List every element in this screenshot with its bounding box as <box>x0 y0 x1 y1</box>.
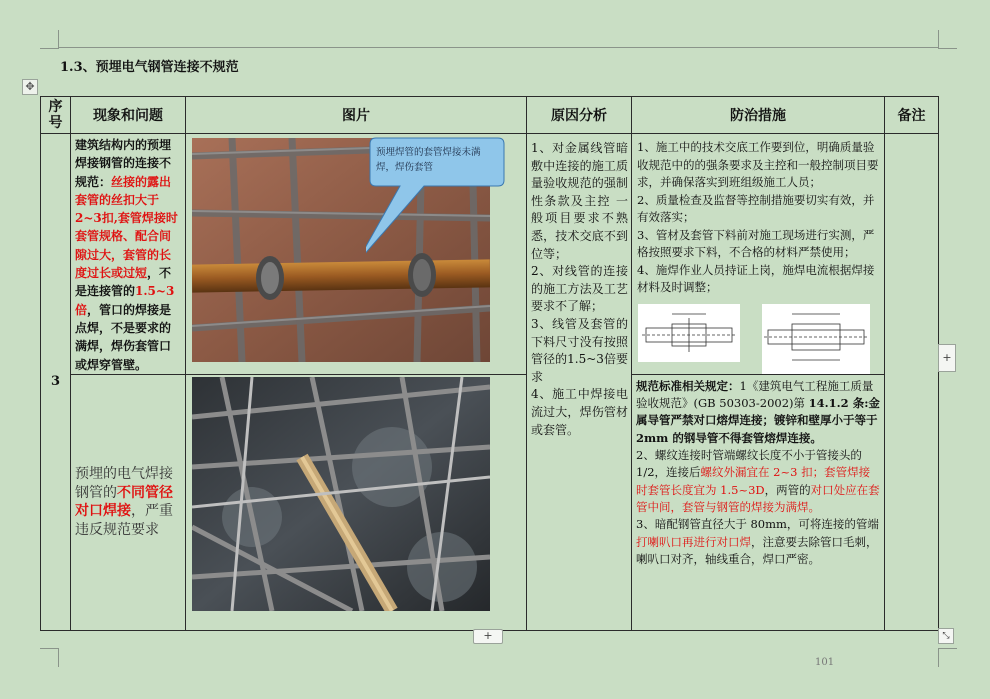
page-number: 101 <box>815 657 835 668</box>
photo-cell-2 <box>186 374 527 630</box>
add-row-button[interactable]: + <box>473 629 503 644</box>
page-corner-mark <box>40 30 59 49</box>
photo-cell-1 <box>186 134 527 375</box>
page-corner-mark <box>40 648 59 667</box>
phenomenon-cell-2: 预埋的电气焊接钢管的不同管径对口焊接，严重违反规范要求 <box>71 374 186 630</box>
pipe-butt-weld-photo <box>192 377 490 611</box>
table-row <box>41 374 939 630</box>
page-corner-mark <box>938 648 957 667</box>
page-corner-mark <box>938 30 957 49</box>
prevention-text-1: 1、施工中的技术交底工作要到位，明确质量验收规范中的的强条要求及主控和一般控制项目要求，并确保落实到班组级施工人员； 2、质量检查及监督等控制措施要切实有效，并有效落实； 3、管材及套管下料前对施工现场进行实测，严格按照要求下料，不合格的材料严禁使用； 4、施焊作业人员持证上岗，施焊电流根据焊接材料及时调整； <box>637 140 879 294</box>
callout-text: 预埋焊管的套管焊接未满焊，焊伤套管 <box>376 147 481 173</box>
table-resize-handle-icon[interactable]: ⤡ <box>938 628 954 644</box>
row-number: 3 <box>41 134 71 631</box>
header-remark: 备注 <box>885 97 939 134</box>
remark-cell <box>885 134 939 631</box>
header-rule <box>58 47 938 48</box>
header-prevention: 防治措施 <box>632 97 885 134</box>
cause-cell: 1、对金属线管暗敷中连接的施工质量验收规范的强制性条款及主控 一般项目要求不熟悉，技术交底不到位等； 2、对线管的连接的施工方法及工艺要求不了解； 3、线管及套管的下料尺寸没有按照管径的1.5~3倍要求 4、施工中焊接电流过大，焊伤管材或套管。 <box>527 134 632 631</box>
table-header-row <box>41 97 939 134</box>
prevention-cell-1 <box>632 134 885 375</box>
add-column-button[interactable]: + <box>938 344 956 372</box>
section-title: 1.3、预埋电气钢管连接不规范 <box>60 60 239 75</box>
header-phenomenon: 现象和问题 <box>71 97 186 134</box>
header-no: 序号 <box>41 97 71 134</box>
issue-table <box>40 96 939 631</box>
table-row <box>41 134 939 375</box>
header-cause: 原因分析 <box>527 97 632 134</box>
header-picture: 图片 <box>186 97 527 134</box>
prevention-cell-2: 规范标准相关规定：1《建筑电气工程施工质量验收规范》(GB 50303-2002)第 14.1.2 条:金属导管严禁对口熔焊连接；镀锌和壁厚小于等于 2mm 的钢导管不得套管熔焊连接。 2、螺纹连接时管端螺纹长度不小于管接头的 1/2，连接后螺纹外漏宜在 2~3 扣；套管焊接时套管长度宜为 1.5~3D，两管的对口处应在套管中间，套管与钢管的焊接为满焊。 3、暗配钢管直径大于 80mm，可将连接的管端打喇叭口再进行对口焊，注意要去除管口毛刺，喇叭口对齐，轴线重合，焊口严密。 <box>632 374 885 630</box>
pipe-joint-diagram-1 <box>638 304 740 362</box>
table-move-handle-icon[interactable]: ✥ <box>22 79 38 95</box>
phenomenon-cell-1: 建筑结构内的预埋焊接钢管的连接不规范：丝接的露出套管的丝扣大于2~3扣,套管焊接时套管规格、配合间隙过大，套管的长度过长或过短，不是连接管的1.5~3倍，管口的焊接是点焊，不是要求的满焊，焊伤套管口或焊穿管壁。 <box>71 134 186 375</box>
pipe-joint-diagram-2 <box>762 304 870 374</box>
